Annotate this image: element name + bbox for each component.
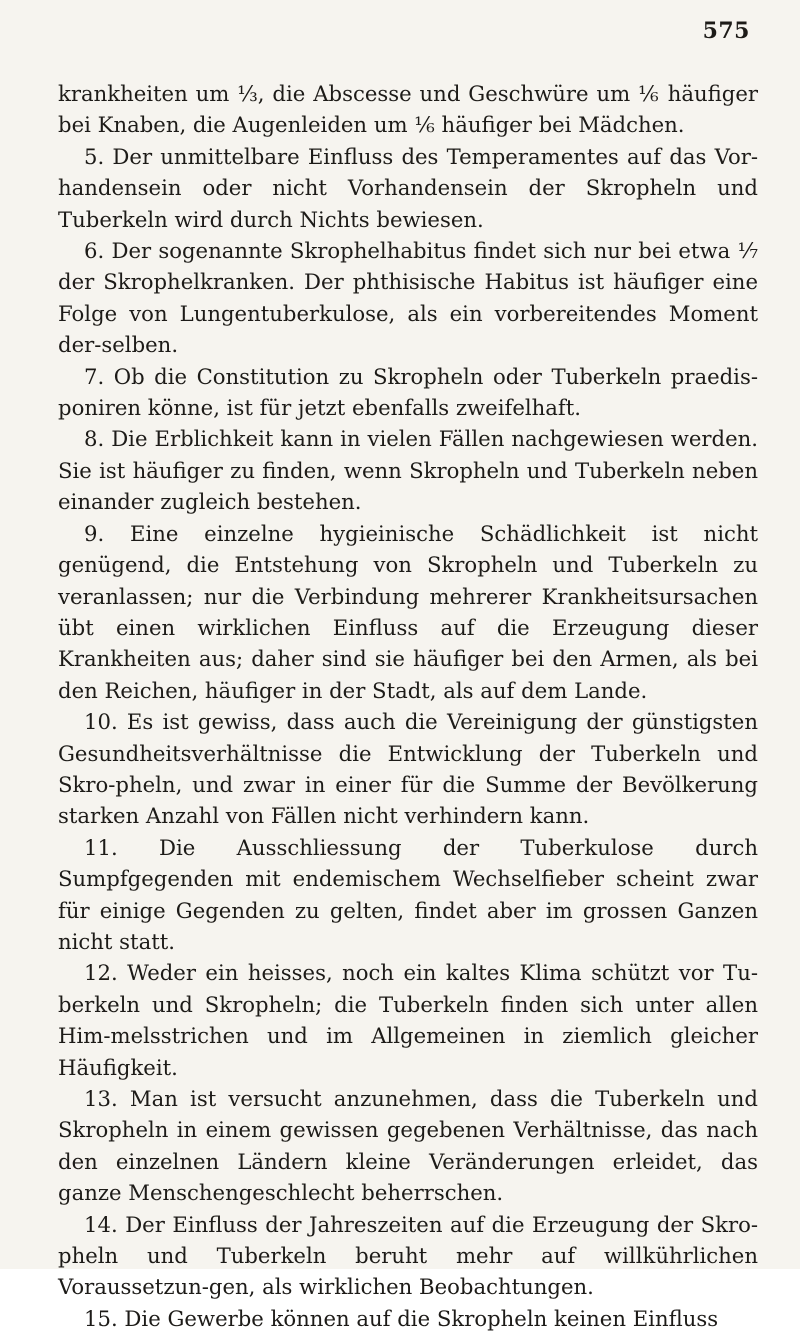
paragraph-continuation: krankheiten um ⅓, die Abscesse und Geschwüre um ⅙ häufiger bei Knaben, die Augenleiden um ⅙ häufiger bei Mädchen. — [58, 81, 758, 138]
paragraph-10-health-conditions: 10. Es ist gewiss, dass auch die Vereinigung der günstigsten Gesundheitsverhältnisse die Entwicklung der Tuberkeln und Skro-pheln, und zwar in einer für die Summe der Bevölkerung starken Anzahl von Fällen nicht verhindern kann. — [58, 709, 758, 829]
paragraph-12-climate: 12. Weder ein heisses, noch ein kaltes Klima schützt vor Tu-berkeln und Skropheln; die Tuberkeln finden sich unter allen Him-melsstrichen und im Allgemeinen in ziemlich gleicher Häufigkeit. — [58, 960, 758, 1080]
paragraph-8-heredity: 8. Die Erblichkeit kann in vielen Fällen nachgewiesen werden. Sie ist häufiger zu finden, wenn Skropheln und Tuberkeln neben einander zugleich bestehen. — [58, 426, 758, 515]
paragraph-11-marsh-regions: 11. Die Ausschliessung der Tuberkulose durch Sumpfgegenden mit endemischem Wechselfieber scheint zwar für einige Gegenden zu gelten, findet aber im grossen Ganzen nicht statt. — [58, 834, 758, 954]
paragraph-9-hygiene: 9. Eine einzelne hygieinische Schädlichkeit ist nicht genügend, die Entstehung von Skropheln und Tuberkeln zu veranlassen; nur die Verbindung mehrerer Krankheitsursachen übt einen wirklichen Einfluss auf die Erzeugung dieser Krankheiten aus; daher sind sie häufiger bei den Armen, als bei den Reichen, häufiger in der Stadt, als auf dem Lande. — [58, 520, 758, 703]
paragraph-13-mankind: 13. Man ist versucht anzunehmen, dass die Tuberkeln und Skropheln in einem gewissen gegebenen Verhältnisse, das nach den einzelnen Ländern kleine Veränderungen erleidet, das ganze Menschengeschlecht beherrschen. — [58, 1086, 758, 1206]
body-text — [58, 78, 758, 1334]
page-number: 575 — [702, 18, 750, 44]
paragraph-7-constitution: 7. Ob die Constitution zu Skropheln oder Tuberkeln praedis-poniren könne, ist für jetzt ebenfalls zweifelhaft. — [58, 363, 758, 421]
paragraph-5-temperament: 5. Der unmittelbare Einfluss des Temperamentes auf das Vor-handensein oder nicht Vorhandensein der Skropheln und Tuberkeln wird durch Nichts bewiesen. — [58, 143, 758, 232]
paragraph-14-seasons: 14. Der Einfluss der Jahreszeiten auf die Erzeugung der Skro-pheln und Tuberkeln beruht mehr auf willkührlichen Voraussetzun-gen, als wirklichen Beobachtungen. — [58, 1211, 758, 1300]
paragraph-6-habitus: 6. Der sogenannte Skrophelhabitus findet sich nur bei etwa ⅐ der Skrophelkranken. Der phthisische Habitus ist häufiger eine Folge von Lungentuberkulose, als ein vorbereitendes Moment der-selben. — [58, 238, 758, 358]
paragraph-15-trades: 15. Die Gewerbe können auf die Skropheln keinen Einfluss — [84, 1305, 719, 1331]
